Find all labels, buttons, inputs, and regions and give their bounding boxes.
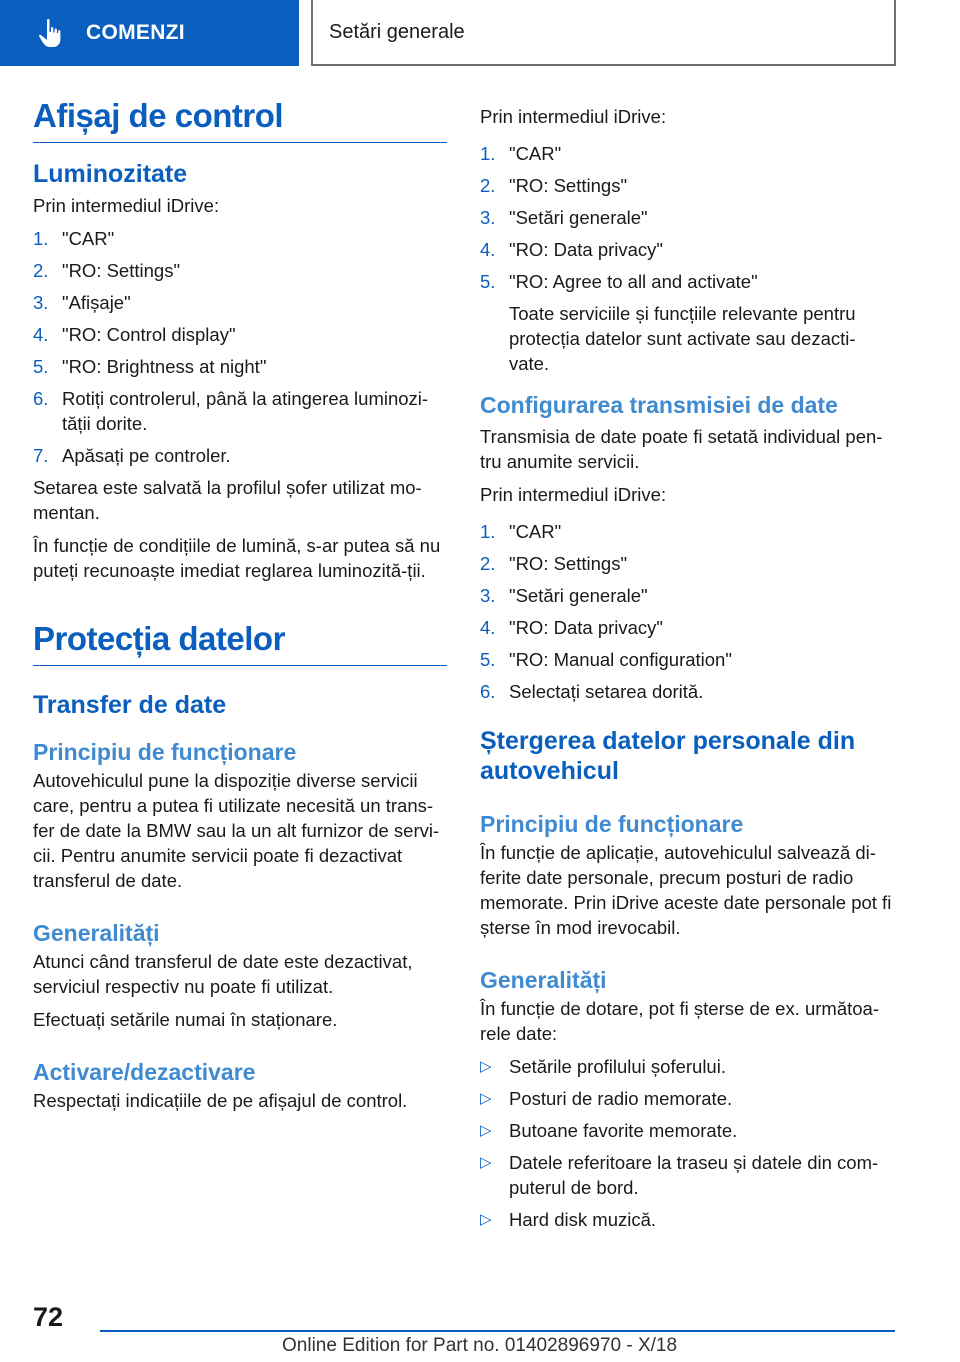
paragraph-principiu: În funcție de aplicație, autovehiculul salvează di-ferite date personale, precum posturi de radio memorate. Prin iDrive aceste date personale pot fi șterse în mod irevocabil. [480, 842, 892, 938]
heading-activare: Activare/dezactivare [33, 1059, 256, 1085]
list-item: ▷ Butoane favorite memorate. [480, 1120, 738, 1141]
page-header [0, 0, 960, 66]
list-item: 6. Selectați setarea dorită. [480, 681, 704, 702]
chapter-tab-label: COMENZI [86, 21, 185, 44]
triangle-bullet-icon: ▷ [480, 1211, 492, 1228]
edition-note: Online Edition for Part no. 01402896970 - X/18 [282, 1335, 678, 1356]
section-title-box [311, 0, 896, 66]
list-item: 4. "RO: Data privacy" [480, 617, 663, 638]
page-number: 72 [33, 1302, 64, 1332]
heading-principiu: Principiu de funcționare [480, 811, 744, 837]
paragraph-generalitati-2: Efectuați setările numai în staționare. [33, 1009, 338, 1030]
list-item: 2. "RO: Settings" [480, 175, 628, 196]
hand-pointer-icon [38, 18, 64, 48]
heading-principiu: Principiu de funcționare [33, 739, 297, 765]
heading-protectia-datelor: Protecția datelor [33, 619, 447, 666]
list-item: 4. "RO: Control display" [33, 324, 236, 345]
heading-generalitati: Generalități [33, 920, 160, 946]
list-item: 1. "CAR" [480, 143, 562, 164]
list-item: ▷ Setările profilului șoferului. [480, 1056, 726, 1077]
heading-afisaj-de-control: Afișaj de control [33, 96, 447, 143]
list-item: 6. Rotiți controlerul, până la atingerea luminozi-tății dorite. [33, 388, 429, 434]
triangle-bullet-icon: ▷ [480, 1090, 492, 1107]
list-item: 5. "RO: Agree to all and activate" Toate serviciile și funcțiile relevante pentru protecția datelor sunt activate sau dezacti-vate. [480, 269, 894, 376]
paragraph-saved-profile: Setarea este salvată la profilul șofer utilizat mo-mentan. [33, 477, 422, 523]
list-item: 7. Apăsați pe controler. [33, 445, 231, 466]
triangle-bullet-icon: ▷ [480, 1058, 492, 1075]
idrive-intro: Prin intermediul iDrive: [480, 484, 667, 505]
paragraph-light-conditions: În funcție de condițiile de lumină, s-ar putea să nu puteți recunoaște imediat reglarea luminozită-ții. [33, 535, 441, 581]
idrive-intro: Prin intermediul iDrive: [480, 106, 667, 127]
list-item: 4. "RO: Data privacy" [480, 239, 663, 260]
idrive-intro: Prin intermediul iDrive: [33, 195, 220, 216]
list-item: 5. "RO: Manual configuration" [480, 649, 732, 670]
footer-divider [100, 1330, 895, 1332]
heading-luminozitate: Luminozitate [33, 160, 188, 188]
manual-config-steps [480, 519, 894, 704]
list-item: ▷ Datele referitoare la traseu și datele din com-puterul de bord. [480, 1152, 879, 1198]
chapter-tab-comenzi[interactable] [0, 0, 299, 66]
triangle-bullet-icon: ▷ [480, 1122, 492, 1139]
right-column [480, 104, 894, 1239]
list-item: 1. "CAR" [33, 228, 115, 249]
deletable-data-list [480, 1054, 894, 1232]
list-item: 2. "RO: Settings" [33, 260, 181, 281]
heading-transfer-de-date: Transfer de date [33, 691, 227, 719]
heading-configurare: Configurarea transmisiei de date [480, 392, 838, 418]
step-note: Toate serviciile și funcțiile relevante pentru protecția datelor sunt activate sau dezacti-vate. [509, 303, 856, 374]
list-item: 5. "RO: Brightness at night" [33, 356, 267, 377]
list-item: ▷ Hard disk muzică. [480, 1209, 657, 1230]
list-item: 3. "Setări generale" [480, 585, 648, 606]
section-title: Setări generale [329, 20, 465, 43]
heading-generalitati: Generalități [480, 967, 607, 993]
paragraph-generalitati-1: Atunci când transferul de date este dezactivat, serviciul respectiv nu poate fi utilizat. [33, 951, 413, 997]
left-column [33, 96, 447, 1121]
list-item: 3. "Setări generale" [480, 207, 648, 228]
paragraph-generalitati: În funcție de dotare, pot fi șterse de ex. următoa-rele date: [480, 998, 879, 1044]
paragraph-principiu: Autovehiculul pune la dispoziție diverse servicii care, pentru a putea fi utilizate necesită un trans-fer de date la BMW sau la un alt furnizor de servi-cii. Pentru anumite servicii poate fi dezactivat transferul de date. [33, 770, 440, 891]
list-item: 1. "CAR" [480, 521, 562, 542]
list-item: ▷ Posturi de radio memorate. [480, 1088, 733, 1109]
paragraph-activare: Respectați indicațiile de pe afișajul de control. [33, 1090, 408, 1111]
privacy-steps [480, 141, 894, 376]
list-item: 3. "Afișaje" [33, 292, 131, 313]
heading-stergerea-datelor: Ștergerea datelor personale din autovehicul [480, 727, 856, 785]
triangle-bullet-icon: ▷ [480, 1154, 492, 1171]
paragraph-configurare: Transmisia de date poate fi setată individual pen-tru anumite servicii. [480, 426, 883, 472]
list-item: 2. "RO: Settings" [480, 553, 628, 574]
brightness-steps [33, 226, 447, 468]
